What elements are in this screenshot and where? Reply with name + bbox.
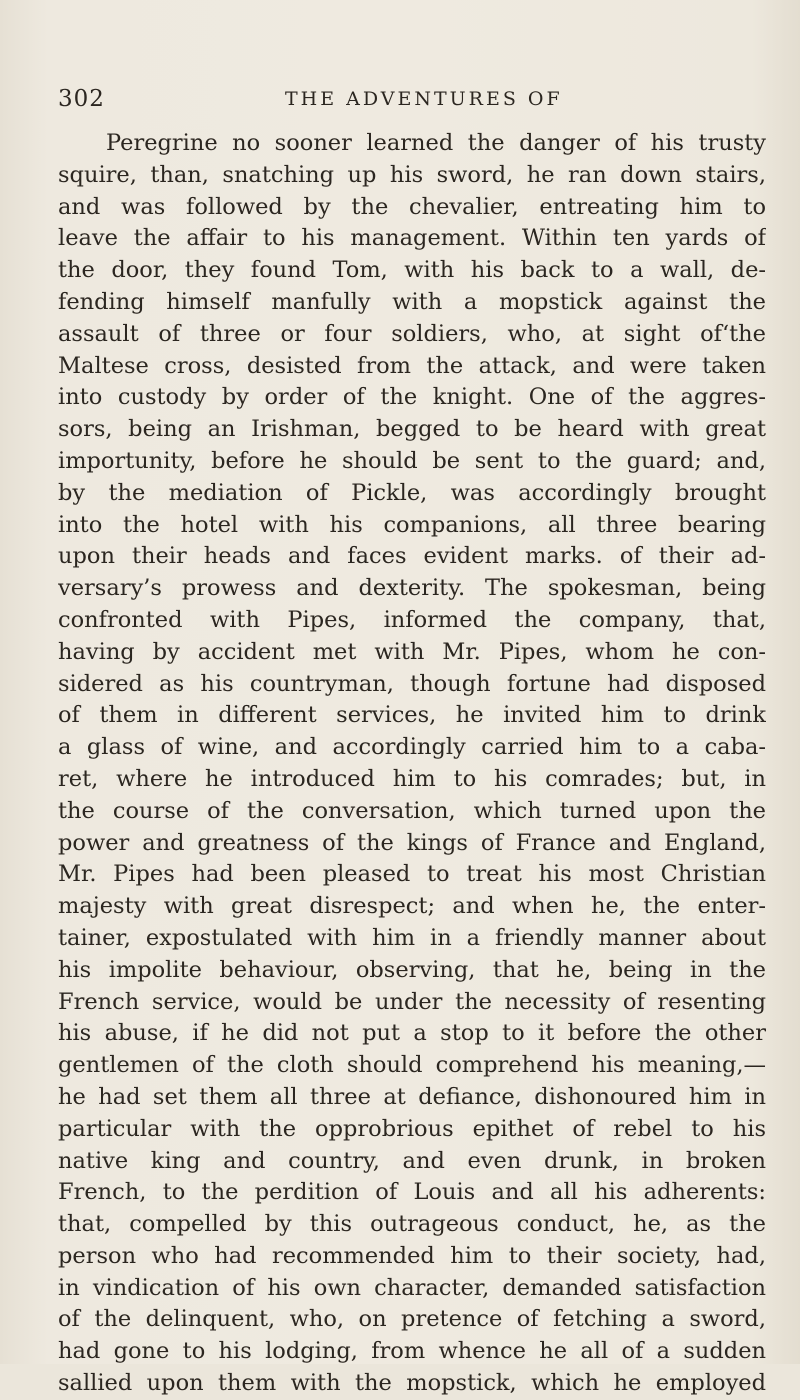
text-line: sidered as his countryman, though fortune had disposed [58,670,766,697]
text-line: tainer, expostulated with him in a friendly manner about [58,924,766,951]
text-line: power and greatness of the kings of France and England, [58,829,766,856]
text-line: upon their heads and faces evident marks. of their ad- [58,543,766,570]
text-line: majesty with great disrespect; and when he, the enter- [58,893,766,920]
text-line: person who had recommended him to their society, had, [58,1242,766,1269]
text-line: that, compelled by this outrageous conduct, he, as the [58,1211,766,1238]
text-line: into custody by order of the knight. One of the aggres- [58,384,766,411]
text-line: versary’s prowess and dexterity. The spokesman, being [58,575,766,602]
page-header [0,86,800,116]
text-line: Peregrine no sooner learned the danger of his trusty [106,130,766,156]
text-line: sallied upon them with the mopstick, which he employed [58,1370,766,1397]
text-line: particular with the opprobrious epithet of rebel to his [58,1115,766,1142]
text-line: the course of the conversation, which turned upon the [58,797,766,824]
text-line: Mr. Pipes had been pleased to treat his most Christian [58,861,766,888]
text-line: sors, being an Irishman, begged to be heard with great [58,416,766,443]
text-line: having by accident met with Mr. Pipes, whom he con- [58,638,766,665]
text-line: assault of three or four soldiers, who, at sight of‘the [58,320,766,347]
text-line: and was followed by the chevalier, entreating him to [58,193,766,220]
text-line: of them in different services, he invited him to drink [58,702,766,729]
text-line: by the mediation of Pickle, was accordingly brought [58,479,766,506]
text-line: squire, than, snatching up his sword, he ran down stairs, [58,161,766,188]
text-line: leave the affair to his management. Within ten yards of [58,225,766,252]
text-line: in vindication of his own character, demanded satisfaction [58,1274,766,1301]
body-text [58,128,766,1400]
text-line: fending himself manfully with a mopstick against the [58,288,766,315]
text-line: ret, where he introduced him to his comrades; but, in [58,765,766,792]
running-head: THE ADVENTURES OF [285,88,563,110]
text-line: the door, they found Tom, with his back to a wall, de- [58,257,766,284]
text-line: French service, would be under the necessity of resenting [58,988,766,1015]
text-line: his abuse, if he did not put a stop to it before the other [58,1020,766,1047]
text-line: French, to the perdition of Louis and all his adherents: [58,1179,766,1206]
text-line: gentlemen of the cloth should comprehend his meaning,— [58,1052,766,1079]
page-number: 302 [58,86,105,112]
text-line: of the delinquent, who, on pretence of fetching a sword, [58,1306,766,1333]
text-line: he had set them all three at defiance, dishonoured him in [58,1083,766,1110]
text-line: his impolite behaviour, observing, that he, being in the [58,956,766,983]
text-line: confronted with Pipes, informed the company, that, [58,606,766,633]
text-line: into the hotel with his companions, all three bearing [58,511,766,538]
text-line: importunity, before he should be sent to the guard; and, [58,447,766,474]
text-line: native king and country, and even drunk, in broken [58,1147,766,1174]
text-line: had gone to his lodging, from whence he all of a sudden [58,1338,766,1365]
text-line: a glass of wine, and accordingly carried him to a caba- [58,734,766,761]
text-line: Maltese cross, desisted from the attack, and were taken [58,352,766,379]
